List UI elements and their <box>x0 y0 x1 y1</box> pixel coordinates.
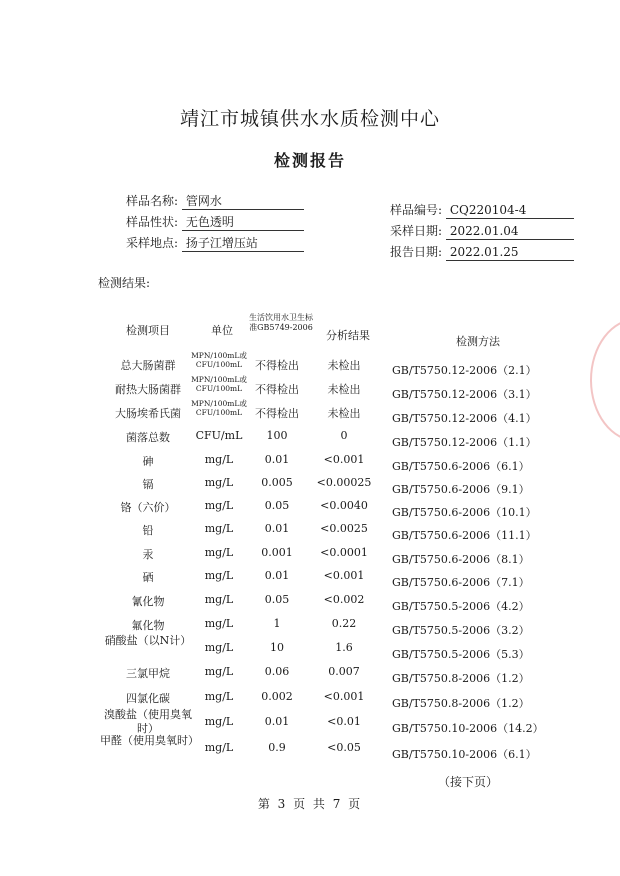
table-cell-unit: mg/L <box>204 741 234 754</box>
table-cell-standard: 不得检出 <box>255 383 299 396</box>
header-unit: 单位 <box>211 324 233 337</box>
table-cell-method: GB/T5750.6-2006（6.1） <box>392 460 530 473</box>
table-cell-item: 铅 <box>142 524 154 537</box>
sample-id-field <box>382 201 574 219</box>
table-cell-standard: 0.9 <box>268 741 286 754</box>
table-cell-standard: 不得检出 <box>255 359 299 372</box>
sample-name-field <box>124 192 304 210</box>
table-cell-item: 四氯化碳 <box>126 692 170 705</box>
sampling-date-value: 2022.01.04 <box>446 224 574 240</box>
table-cell-unit: mg/L <box>204 617 234 630</box>
table-cell-item: 铬（六价） <box>120 501 176 514</box>
table-cell-standard: 0.01 <box>264 522 290 535</box>
stamp-seal <box>590 318 620 442</box>
table-cell-method: GB/T5750.12-2006（2.1） <box>392 364 537 377</box>
table-cell-result: <0.001 <box>323 569 365 582</box>
org-title: 靖江市城镇供水水质检测中心 <box>179 108 440 130</box>
table-cell-method: GB/T5750.5-2006（5.3） <box>392 648 530 661</box>
table-cell-item: 甲醛（使用臭氧时） <box>100 734 199 747</box>
table-cell-standard: 1 <box>273 617 281 630</box>
report-date-label: 报告日期: <box>389 245 442 259</box>
table-cell-unit: MPN/100mL或CFU/100mL <box>191 375 247 393</box>
table-cell-standard: 0.01 <box>264 569 290 582</box>
table-cell-method: GB/T5750.8-2006（1.2） <box>392 697 530 710</box>
table-cell-standard: 0.05 <box>264 499 290 512</box>
table-cell-method: GB/T5750.5-2006（3.2） <box>392 624 530 637</box>
page-number: 第 3 页 共 7 页 <box>257 797 363 811</box>
header-method: 检测方法 <box>456 335 500 348</box>
table-cell-result: <0.001 <box>323 453 365 466</box>
table-cell-unit: CFU/mL <box>195 429 243 442</box>
table-cell-result: 未检出 <box>327 383 361 396</box>
table-cell-unit: mg/L <box>204 476 234 489</box>
sampling-location-label: 采样地点: <box>125 236 178 250</box>
report-title: 检测报告 <box>273 151 346 170</box>
results-label: 检测结果: <box>98 276 151 290</box>
table-cell-method: GB/T5750.6-2006（7.1） <box>392 576 530 589</box>
table-cell-item: 耐热大肠菌群 <box>115 383 181 396</box>
table-cell-method: GB/T5750.5-2006（4.2） <box>392 600 530 613</box>
table-cell-method: GB/T5750.10-2006（14.2） <box>392 722 544 735</box>
table-cell-unit: MPN/100mL或CFU/100mL <box>191 399 247 417</box>
table-cell-method: GB/T5750.10-2006（6.1） <box>392 748 537 761</box>
table-cell-unit: mg/L <box>204 641 234 654</box>
table-cell-unit: mg/L <box>204 715 234 728</box>
sample-name-label: 样品名称: <box>125 194 178 208</box>
table-cell-result: <0.01 <box>327 715 361 728</box>
table-cell-unit: mg/L <box>204 546 234 559</box>
table-cell-unit: mg/L <box>204 690 234 703</box>
continued-note: （接下页） <box>438 775 499 789</box>
table-cell-result: 未检出 <box>327 407 361 420</box>
table-cell-item: 菌落总数 <box>126 431 170 444</box>
header-result: 分析结果 <box>326 329 370 342</box>
header-item: 检测项目 <box>126 324 170 337</box>
table-cell-result: <0.0001 <box>320 546 368 559</box>
table-cell-standard: 0.06 <box>264 665 290 678</box>
table-cell-method: GB/T5750.6-2006（11.1） <box>392 529 537 542</box>
table-cell-result: 0 <box>340 429 348 442</box>
table-cell-standard: 100 <box>266 429 288 442</box>
sample-id-value: CQ220104-4 <box>446 203 574 219</box>
sample-appearance-field <box>124 213 304 231</box>
table-cell-item: 总大肠菌群 <box>120 359 176 372</box>
header-standard: 生活饮用水卫生标准GB5749-2006 <box>249 313 313 332</box>
table-cell-result: <0.0025 <box>320 522 368 535</box>
table-cell-result: <0.0040 <box>320 499 368 512</box>
table-cell-item: 汞 <box>142 548 154 561</box>
table-cell-method: GB/T5750.6-2006（10.1） <box>392 506 537 519</box>
table-cell-unit: MPN/100mL或CFU/100mL <box>191 351 247 369</box>
sample-id-label: 样品编号: <box>389 203 442 217</box>
table-cell-item: 砷 <box>142 455 154 468</box>
sample-appearance-value: 无色透明 <box>182 215 304 231</box>
table-cell-item: 氟化物 <box>131 619 165 632</box>
table-cell-item: 镉 <box>142 478 154 491</box>
table-cell-standard: 0.005 <box>261 476 293 489</box>
table-cell-unit: mg/L <box>204 453 234 466</box>
table-cell-unit: mg/L <box>204 593 234 606</box>
table-cell-result: <0.00025 <box>316 476 372 489</box>
table-cell-standard: 0.05 <box>264 593 290 606</box>
table-cell-result: 未检出 <box>327 359 361 372</box>
sampling-location-value: 扬子江增压站 <box>182 236 304 252</box>
table-cell-result: 1.6 <box>335 641 353 654</box>
table-cell-method: GB/T5750.12-2006（3.1） <box>392 388 537 401</box>
report-date-value: 2022.01.25 <box>446 245 574 261</box>
table-cell-unit: mg/L <box>204 499 234 512</box>
table-cell-result: <0.002 <box>323 593 365 606</box>
table-cell-method: GB/T5750.8-2006（1.2） <box>392 672 530 685</box>
sample-name-value: 管网水 <box>182 194 304 210</box>
table-cell-result: <0.001 <box>323 690 365 703</box>
table-cell-result: <0.05 <box>327 741 361 754</box>
table-cell-method: GB/T5750.6-2006（8.1） <box>392 553 530 566</box>
table-cell-item: 硒 <box>142 571 154 584</box>
table-cell-standard: 0.01 <box>264 453 290 466</box>
table-cell-item: 大肠埃希氏菌 <box>115 407 181 420</box>
table-cell-standard: 0.01 <box>264 715 290 728</box>
table-cell-item: 溴酸盐（使用臭氧时） <box>104 708 192 735</box>
table-cell-item: 硝酸盐（以N计） <box>104 634 192 647</box>
table-cell-result: 0.22 <box>331 617 357 630</box>
table-cell-result: 0.007 <box>328 665 360 678</box>
report-date-field <box>382 243 574 261</box>
sampling-date-field <box>382 222 574 240</box>
table-cell-item: 三氯甲烷 <box>126 667 170 680</box>
table-cell-method: GB/T5750.12-2006（4.1） <box>392 412 537 425</box>
table-cell-method: GB/T5750.12-2006（1.1） <box>392 436 537 449</box>
table-cell-unit: mg/L <box>204 522 234 535</box>
table-cell-standard: 0.002 <box>261 690 293 703</box>
table-cell-unit: mg/L <box>204 665 234 678</box>
table-cell-method: GB/T5750.6-2006（9.1） <box>392 483 530 496</box>
sample-appearance-label: 样品性状: <box>125 215 178 229</box>
sampling-location-field <box>124 234 304 252</box>
table-cell-standard: 0.001 <box>261 546 293 559</box>
table-cell-standard: 10 <box>270 641 284 654</box>
sampling-date-label: 采样日期: <box>389 224 442 238</box>
table-cell-standard: 不得检出 <box>255 407 299 420</box>
table-cell-unit: mg/L <box>204 569 234 582</box>
table-cell-item: 氰化物 <box>131 595 165 608</box>
